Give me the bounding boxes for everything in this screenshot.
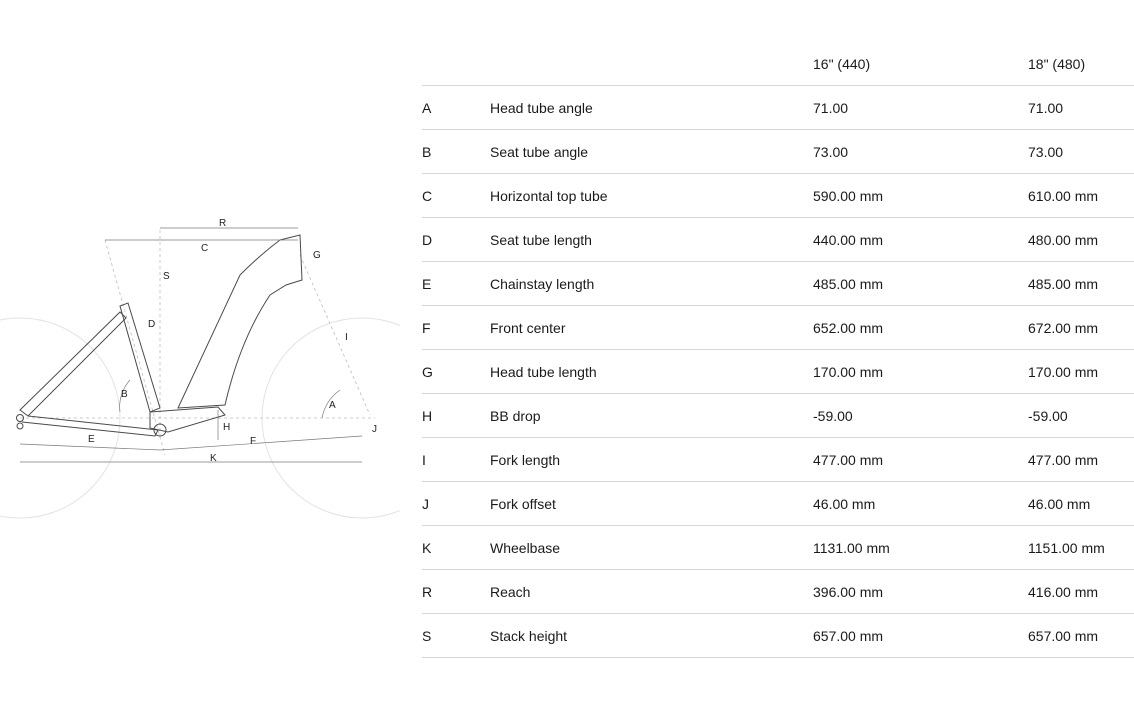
row-value-18: 485.00 mm [1028, 262, 1134, 306]
row-value-16: 73.00 [813, 130, 1028, 174]
dim-label-i: I [345, 332, 348, 343]
table-row [422, 394, 1134, 438]
dim-label-s: S [163, 271, 170, 282]
row-value-16: 440.00 mm [813, 218, 1028, 262]
row-label: Fork offset [490, 482, 813, 526]
row-value-18: 657.00 mm [1028, 614, 1134, 658]
row-code: I [422, 438, 490, 482]
row-value-18: 480.00 mm [1028, 218, 1134, 262]
rear-wheel [0, 318, 120, 518]
row-value-16: 590.00 mm [813, 174, 1028, 218]
row-code: B [422, 130, 490, 174]
bike-frame [17, 235, 303, 436]
row-code: S [422, 614, 490, 658]
row-value-16: 396.00 mm [813, 570, 1028, 614]
row-label: Wheelbase [490, 526, 813, 570]
header-size-16: 16" (440) [813, 42, 1028, 86]
table-row [422, 262, 1134, 306]
dim-label-c: C [201, 243, 209, 254]
header-label [490, 42, 813, 86]
row-code: R [422, 570, 490, 614]
row-value-16: 170.00 mm [813, 350, 1028, 394]
row-value-18: 672.00 mm [1028, 306, 1134, 350]
row-code: H [422, 394, 490, 438]
geometry-table [422, 42, 1134, 658]
row-value-18: 610.00 mm [1028, 174, 1134, 218]
row-value-16: 485.00 mm [813, 262, 1028, 306]
table-row [422, 306, 1134, 350]
dim-label-k: K [210, 453, 217, 464]
dim-label-h: H [223, 422, 231, 433]
table-row [422, 570, 1134, 614]
row-value-18: -59.00 [1028, 394, 1134, 438]
header-size-18: 18" (480) [1028, 42, 1134, 86]
row-value-18: 73.00 [1028, 130, 1134, 174]
table-row [422, 218, 1134, 262]
row-code: F [422, 306, 490, 350]
dim-label-f: F [250, 436, 257, 447]
row-label: Horizontal top tube [490, 174, 813, 218]
row-label: Fork length [490, 438, 813, 482]
row-label: Stack height [490, 614, 813, 658]
row-value-16: 657.00 mm [813, 614, 1028, 658]
row-value-18: 71.00 [1028, 86, 1134, 130]
row-value-18: 416.00 mm [1028, 570, 1134, 614]
dim-label-e: E [88, 434, 95, 445]
row-label: Seat tube length [490, 218, 813, 262]
table-row [422, 86, 1134, 130]
row-label: Seat tube angle [490, 130, 813, 174]
row-value-16: 46.00 mm [813, 482, 1028, 526]
table-row [422, 350, 1134, 394]
row-label: Head tube length [490, 350, 813, 394]
row-label: Front center [490, 306, 813, 350]
bike-geometry-diagram [0, 200, 400, 530]
row-value-16: 652.00 mm [813, 306, 1028, 350]
row-value-16: 71.00 [813, 86, 1028, 130]
row-value-18: 46.00 mm [1028, 482, 1134, 526]
row-value-18: 170.00 mm [1028, 350, 1134, 394]
table-row [422, 174, 1134, 218]
table-row [422, 130, 1134, 174]
row-value-16: 477.00 mm [813, 438, 1028, 482]
row-code: K [422, 526, 490, 570]
row-value-18: 477.00 mm [1028, 438, 1134, 482]
row-code: J [422, 482, 490, 526]
table-row [422, 614, 1134, 658]
row-label: Reach [490, 570, 813, 614]
row-code: C [422, 174, 490, 218]
table-row [422, 482, 1134, 526]
dim-label-a: A [329, 400, 336, 411]
dim-label-b: B [121, 389, 128, 400]
row-value-16: 1131.00 mm [813, 526, 1028, 570]
row-label: Chainstay length [490, 262, 813, 306]
table-body [422, 86, 1134, 658]
row-code: D [422, 218, 490, 262]
table-header-row [422, 42, 1134, 86]
dim-label-r: R [219, 218, 227, 229]
table-row [422, 526, 1134, 570]
dim-label-d: D [148, 319, 156, 330]
row-value-16: -59.00 [813, 394, 1028, 438]
row-code: A [422, 86, 490, 130]
front-wheel [262, 318, 400, 518]
dim-label-g: G [313, 250, 321, 261]
dim-label-j: J [372, 424, 377, 435]
row-code: G [422, 350, 490, 394]
table-row [422, 438, 1134, 482]
row-label: Head tube angle [490, 86, 813, 130]
row-label: BB drop [490, 394, 813, 438]
row-value-18: 1151.00 mm [1028, 526, 1134, 570]
header-code [422, 42, 490, 86]
row-code: E [422, 262, 490, 306]
